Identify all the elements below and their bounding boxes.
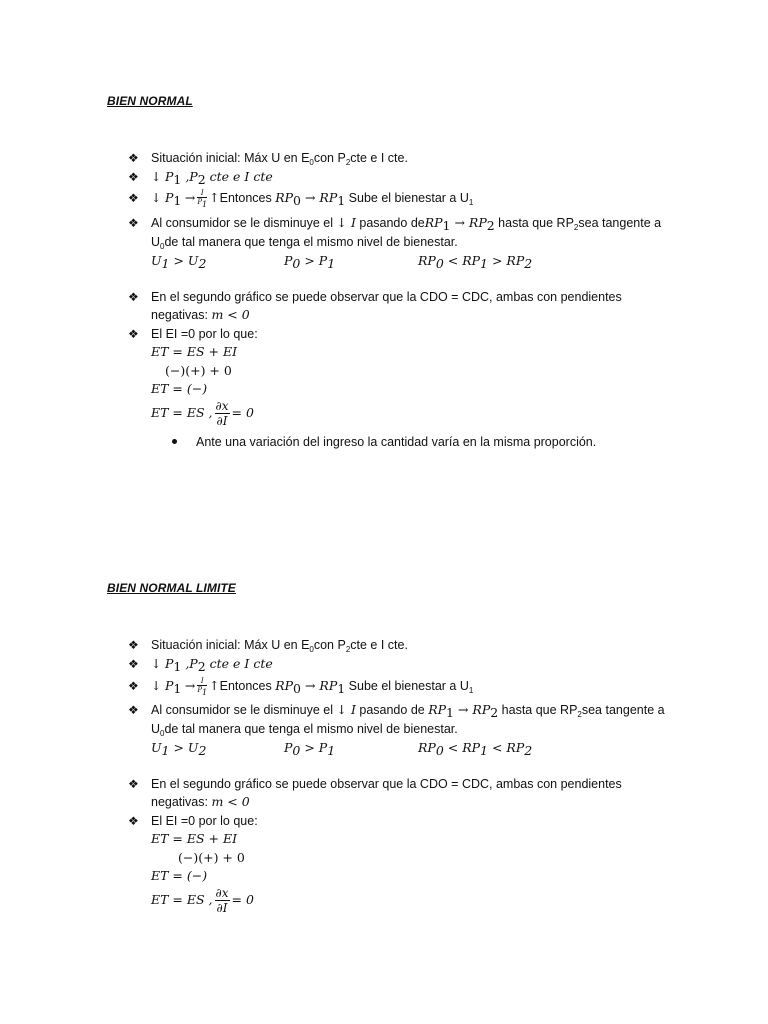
equation-et-es-ei: ET = ES + EI [151, 831, 238, 846]
bullet-icon: ❖ [128, 290, 139, 304]
income-price-fraction: $\frac{I}{P_1}$ [197, 676, 208, 697]
equation-derivative: ET = ES , $\frac{\partial x}{\partial I}$ = 0 [151, 886, 254, 915]
price-relation: $P_0 > P_1$ [284, 740, 336, 758]
ei-line: El EI =0 por lo que: [151, 327, 258, 341]
prices-line: ↓ $P_1$ $,P_2$ cte e I cte [151, 169, 273, 187]
cdo-line-1: En el segundo gráfico se puede observar que la CDO = CDC, ambas con pendientes [151, 777, 622, 791]
income-price-fraction: $\frac{I}{P_1}$ [197, 188, 208, 209]
price-relation: $P_0 > P_1$ [284, 253, 336, 271]
utility-relation: $U_1 > U_2$ [151, 740, 207, 758]
bullet-dot-icon [172, 439, 177, 444]
bullet-icon: ❖ [128, 814, 139, 828]
ei-line: El EI =0 por lo que: [151, 814, 258, 828]
sub-bullet-text: Ante una variación del ingreso la cantidad varía en la misma proporción. [196, 435, 597, 449]
bullet-icon: ❖ [128, 216, 139, 230]
equation-signs: (−)(+) + 0 [178, 850, 245, 865]
equation-et-negative: ET = (−) [151, 868, 208, 883]
situacion-inicial-line: Situación inicial: Máx U en $E_0con$ $P_2cte$ e I cte. [151, 638, 408, 654]
entonces-line: ↓ $P_1$ → $\frac{I}{P_1}$ ↑Entonces $RP_0 \to RP_1$ Sube el bienestar a $U_1$ [151, 676, 474, 697]
equation-derivative: ET = ES , $\frac{\partial x}{\partial I}$ = 0 [151, 399, 254, 428]
bullet-icon: ❖ [128, 151, 139, 165]
section-heading-bien-normal-limite: BIEN NORMAL LIMITE [107, 581, 236, 595]
bullet-icon: ❖ [128, 638, 139, 652]
entonces-line: ↓ $P_1$ → $\frac{I}{P_1}$ ↑Entonces $RP_0 \to RP_1$ Sube el bienestar a $U_1$ [151, 188, 474, 209]
cdo-line-1: En el segundo gráfico se puede observar que la CDO = CDC, ambas con pendientes [151, 290, 622, 304]
bullet-icon: ❖ [128, 170, 139, 184]
bullet-icon: ❖ [128, 657, 139, 671]
prices-line: ↓ $P_1$ $,P_2$ cte e I cte [151, 656, 273, 674]
bullet-icon: ❖ [128, 703, 139, 717]
equation-signs: (−)(+) + 0 [165, 363, 232, 378]
budget-line-relation: $RP_0 < RP_1 < RP_2$ [418, 740, 533, 758]
utility-relation: $U_1 > U_2$ [151, 253, 207, 271]
consumer-line-1: Al consumidor se le disminuye el ↓ I pasando deRP$_1$ → $RP_2$ hasta que $RP_2sea$ tangente a [151, 215, 662, 233]
cdo-line-2: negativas: m < 0 [151, 794, 250, 809]
bullet-icon: ❖ [128, 777, 139, 791]
budget-line-relation: $RP_0 < RP_1 > RP_2$ [418, 253, 533, 271]
consumer-line-1: Al consumidor se le disminuye el ↓ I pasando de $RP_1 \to RP_2$ hasta que $RP_2sea$ tangente a [151, 702, 665, 720]
equation-et-negative: ET = (−) [151, 381, 208, 396]
cdo-line-2: negativas: m < 0 [151, 307, 250, 322]
bullet-icon: ❖ [128, 679, 139, 693]
bullet-icon: ❖ [128, 191, 139, 205]
situacion-inicial-line: Situación inicial: Máx U en $E_0con$ $P_2cte$ e I cte. [151, 151, 408, 167]
section-heading-bien-normal: BIEN NORMAL [107, 94, 193, 108]
consumer-line-2: $U_0de$ tal manera que tenga el mismo nivel de bienestar. [151, 722, 458, 738]
bullet-icon: ❖ [128, 327, 139, 341]
equation-et-es-ei: ET = ES + EI [151, 344, 238, 359]
consumer-line-2: $U_0de$ tal manera que tenga el mismo nivel de bienestar. [151, 235, 458, 251]
